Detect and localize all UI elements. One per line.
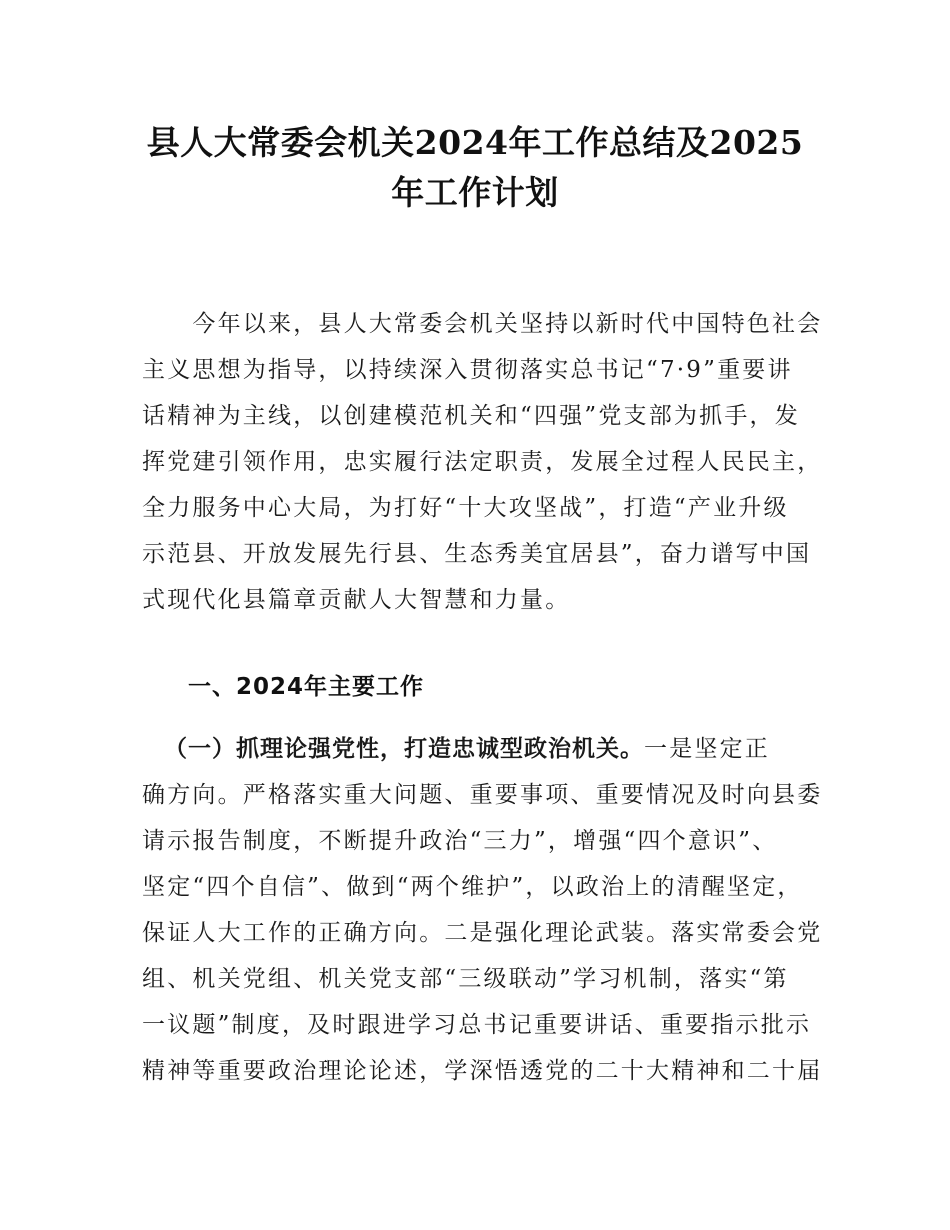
intro-line: 今年以来，县人大常委会机关坚持以新时代中国特色社会 bbox=[142, 311, 823, 337]
section-1-line: 确方向。严格落实重大问题、重要事项、重要情况及时向县委 bbox=[142, 782, 823, 808]
title-line-2: 年工作计划 bbox=[391, 173, 559, 212]
section-1-line: 请示报告制度，不断提升政治“三力”，增强“四个意识”、 bbox=[142, 828, 778, 854]
section-1-line: 一议题”制度，及时跟进学习总书记重要讲话、重要指示批示 bbox=[142, 1012, 812, 1038]
section-1-line: 保证人大工作的正确方向。二是强化理论武装。落实常委会党 bbox=[142, 920, 823, 946]
intro-line: 式现代化县篇章贡献人大智慧和力量。 bbox=[142, 587, 571, 613]
intro-paragraph bbox=[142, 301, 822, 623]
section-1-subheading: （一）抓理论强党性，打造忠诚型政治机关。 bbox=[164, 736, 644, 762]
intro-line: 全力服务中心大局，为打好“十大攻坚战”，打造“产业升级 bbox=[142, 495, 789, 521]
section-1-line: 组、机关党组、机关党支部“三级联动”学习机制，落实“第 bbox=[142, 966, 789, 992]
document-title bbox=[120, 118, 830, 218]
intro-line: 挥党建引领作用，忠实履行法定职责，发展全过程人民民主， bbox=[142, 449, 823, 475]
intro-line: 话精神为主线，以创建模范机关和“四强”党支部为抓手，发 bbox=[142, 403, 800, 429]
section-1-first-line-rest: 一是坚定正 bbox=[644, 736, 770, 762]
intro-line: 主义思想为指导，以持续深入贯彻落实总书记“7·9”重要讲 bbox=[142, 357, 793, 383]
section-1-paragraph bbox=[142, 726, 822, 1094]
section-1-line: 坚定“四个自信”、做到“两个维护”，以政治上的清醒坚定， bbox=[142, 874, 803, 900]
section-1-first-line bbox=[142, 726, 822, 772]
section-1-line: 精神等重要政治理论论述，学深悟透党的二十大精神和二十届 bbox=[142, 1058, 823, 1084]
intro-line: 示范县、开放发展先行县、生态秀美宜居县”，奋力谱写中国 bbox=[142, 541, 812, 567]
title-line-1: 县人大常委会机关2024年工作总结及2025 bbox=[146, 123, 804, 162]
section-heading-2024-work: 一、2024年主要工作 bbox=[188, 674, 425, 700]
